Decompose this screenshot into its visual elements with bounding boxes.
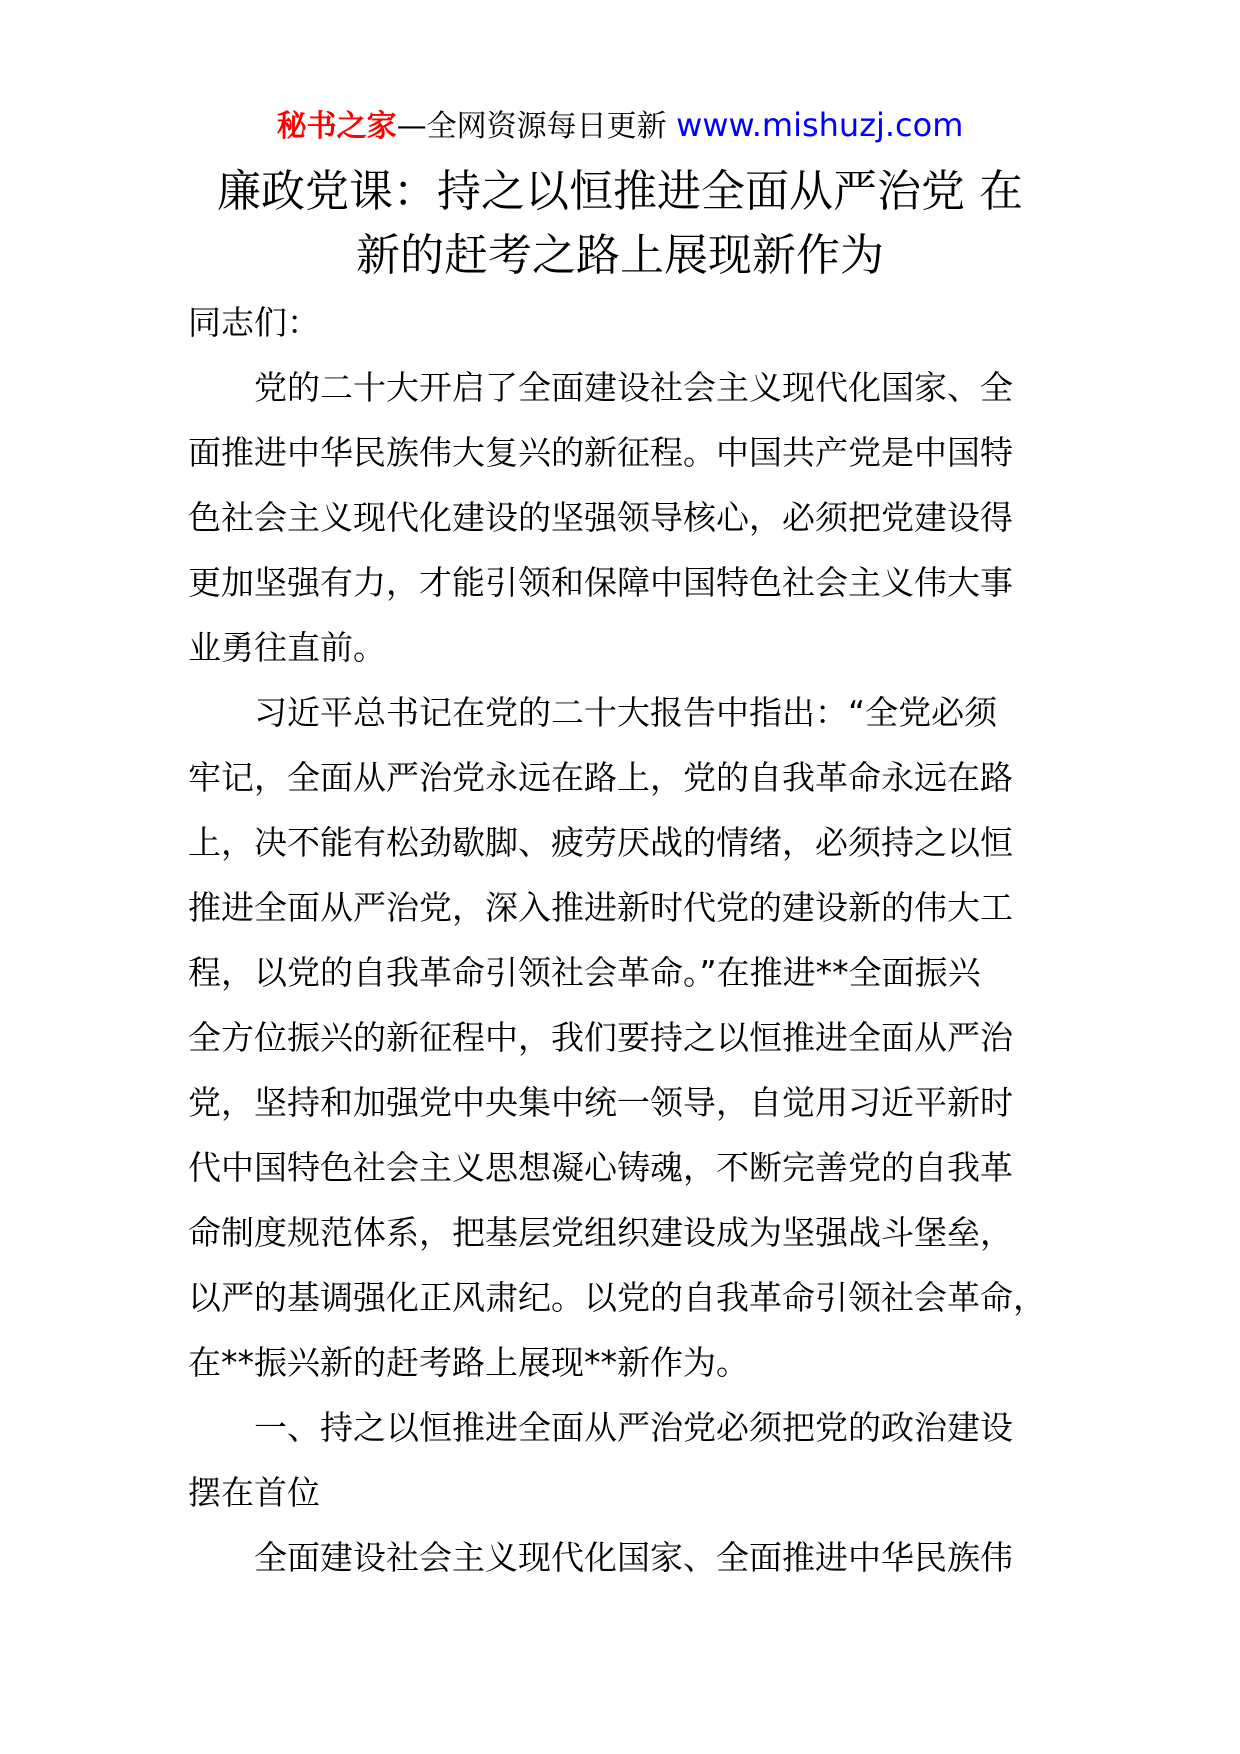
- brand-name: 秘书之家: [276, 109, 397, 144]
- site-header: [0, 100, 1240, 152]
- paragraph-line: 推进全面从严治党，深入推进新时代党的建设新的伟大工: [188, 888, 1013, 927]
- header-tagline: —全网资源每日更新: [396, 109, 677, 144]
- document-body: [188, 290, 1058, 1590]
- site-url-link[interactable]: www.mishuzj.com: [676, 106, 964, 144]
- paragraph-line: 以严的基调强化正风肃纪。以党的自我革命引领社会革命，: [188, 1278, 1046, 1317]
- paragraph-line: 程，以党的自我革命引领社会革命。”在推进**全面振兴: [188, 953, 981, 992]
- section-heading-line: 摆在首位: [188, 1473, 320, 1512]
- salutation: 同志们：: [188, 303, 320, 342]
- paragraph-line: 代中国特色社会主义思想凝心铸魂，不断完善党的自我革: [188, 1148, 1013, 1187]
- paragraph-line: 牢记，全面从严治党永远在路上，党的自我革命永远在路: [188, 758, 1013, 797]
- paragraph-line: 上，决不能有松劲歇脚、疲劳厌战的情绪，必须持之以恒: [188, 823, 1013, 862]
- paragraph-line: 面推进中华民族伟大复兴的新征程。中国共产党是中国特: [188, 433, 1013, 472]
- title-line-2: 新的赶考之路上展现新作为: [356, 230, 884, 281]
- title-line-1: 廉政党课：持之以恒推进全面从严治党 在: [217, 166, 1023, 217]
- paragraph-line: 更加坚强有力，才能引领和保障中国特色社会主义伟大事: [188, 563, 1013, 602]
- paragraph-line: 命制度规范体系，把基层党组织建设成为坚强战斗堡垒，: [188, 1213, 1013, 1252]
- paragraph-line: 习近平总书记在党的二十大报告中指出：“全党必须: [254, 693, 998, 732]
- document-title: [150, 160, 1090, 288]
- paragraph-line: 在**振兴新的赶考路上展现**新作为。: [188, 1343, 749, 1382]
- paragraph-line: 全面建设社会主义现代化国家、全面推进中华民族伟: [254, 1538, 1013, 1577]
- paragraph-line: 业勇往直前。: [188, 628, 386, 667]
- paragraph-line: 党的二十大开启了全面建设社会主义现代化国家、全: [254, 368, 1013, 407]
- paragraph-line: 全方位振兴的新征程中，我们要持之以恒推进全面从严治: [188, 1018, 1013, 1057]
- paragraph-line: 党，坚持和加强党中央集中统一领导，自觉用习近平新时: [188, 1083, 1013, 1122]
- section-heading-line: 一、持之以恒推进全面从严治党必须把党的政治建设: [254, 1408, 1013, 1447]
- paragraph-line: 色社会主义现代化建设的坚强领导核心，必须把党建设得: [188, 498, 1013, 537]
